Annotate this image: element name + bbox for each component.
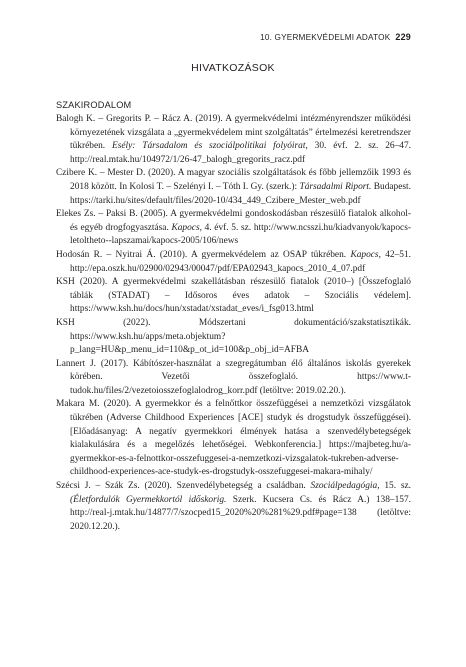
subheading: SZAKIRODALOM	[56, 100, 132, 110]
reference-entry: KSH (2020). A gyermekvédelmi szakellátásban részesülő fiatalok (2010–) [Összefoglaló táblák (STADAT) – Idősoros éves adatok – Szociális védelem]. https://www.ksh.hu/docs/hun/xstadat/xstadat_eves/i_fsg013.html	[56, 277, 411, 315]
reference-list	[56, 113, 411, 534]
reference-entry: Hodosán R. – Nyitrai Á. (2010). A gyermekvédelem az OSAP tükrében. Kapocs, 42–51. http://epa.oszk.hu/02900/02943/00047/pdf/EPA02943_kapocs_2010_4_07.pdf	[56, 249, 411, 274]
reference-entry: Szécsi J. – Szák Zs. (2020). Szenvedélybetegség a családban. Szociálpedagógia, 15. sz. (Életfordulók Gyermekkortól időskorig. Szerk. Kucsera Cs. és Rácz A.) 138–157. http://real-j.mtak.hu/14877/7/szocped15_2020%20%281%29.pdf#page=138 (letöltve: 2020.12.20.).	[56, 481, 412, 532]
reference-entry: KSH (2022). Módszertani dokumentáció/szakstatisztikák. https://www.ksh.hu/apps/meta.objektum?p_lang=HU&p_menu_id=110&p_ot_id=100&p_obj_id=AFBA	[56, 317, 411, 356]
page-number: 229	[395, 32, 411, 42]
reference-entry: Balogh K. – Gregorits P. – Rácz A. (2019). A gyermekvédelmi intézményrendszer működési környezetének vizsgálata a „gyermekvédelem mint szolgáltatás” értelmezési keretrendszer tükrében. Esély: Társadalom és szociálpolitikai folyóirat, 30. évf. 2. sz. 26–47. http://real.mtak.hu/104972/1/26-47_balogh_gregorits_racz.pdf	[56, 114, 411, 165]
reference-entry: Makara M. (2020). A gyermekkor és a felnőttkor összefüggései a nemzetközi vizsgálatok tükrében (Adverse Childhood Experiences [ACE] studyk és drogstudyk összefüggései). [Előadásanyag: A negatív gyermekkori élmények hatása a szenvedélybetegségek kialakulására és a megelőzés lehetőségei. Webkonferencia.] https://majbeteg.hu/a-gyermekkor-es-a-felnottkor-osszefuggesei-a-nemzetkozi-vizsgalatok-tukreben-adverse-childhood-experiences-ace-studyk-es-drogstudyk-osszefuggesei-makara-mihaly/	[56, 399, 411, 478]
reference-entry: Elekes Zs. – Paksi B. (2005). A gyermekvédelmi gondoskodásban részesülő fiatalok alkohol-és egyéb drogfogyasztása. Kapocs, 4. évf. 5. sz. http://www.ncsszi.hu/kiadvanyok/kapocs-letoltheto--lapszamai/kapocs-2005/106/news	[56, 209, 411, 247]
reference-entry: Czibere K. – Mester D. (2020). A magyar szociális szolgáltatások és főbb jellemzőik 1993 és 2018 között. In Kolosi T. – Szelényi I. – Tóth I. Gy. (szerk.): Társadalmi Riport. Budapest. https://tarki.hu/sites/default/files/2020-10/434_449_Czibere_Mester_web.pdf	[56, 168, 411, 206]
running-head	[260, 32, 411, 42]
section-title: HIVATKOZÁSOK	[191, 62, 275, 74]
chapter-title: 10. GYERMEKVÉDELMI ADATOK	[260, 33, 391, 42]
reference-entry: Lannert J. (2017). Kábítószer-használat a szegregátumban élő általános iskolás gyerekek körében. Vezetői összefoglaló. https://www.t-tudok.hu/files/2/vezetoiosszefoglalodrog_korr.pdf (letöltve: 2019.02.20.).	[56, 358, 411, 396]
